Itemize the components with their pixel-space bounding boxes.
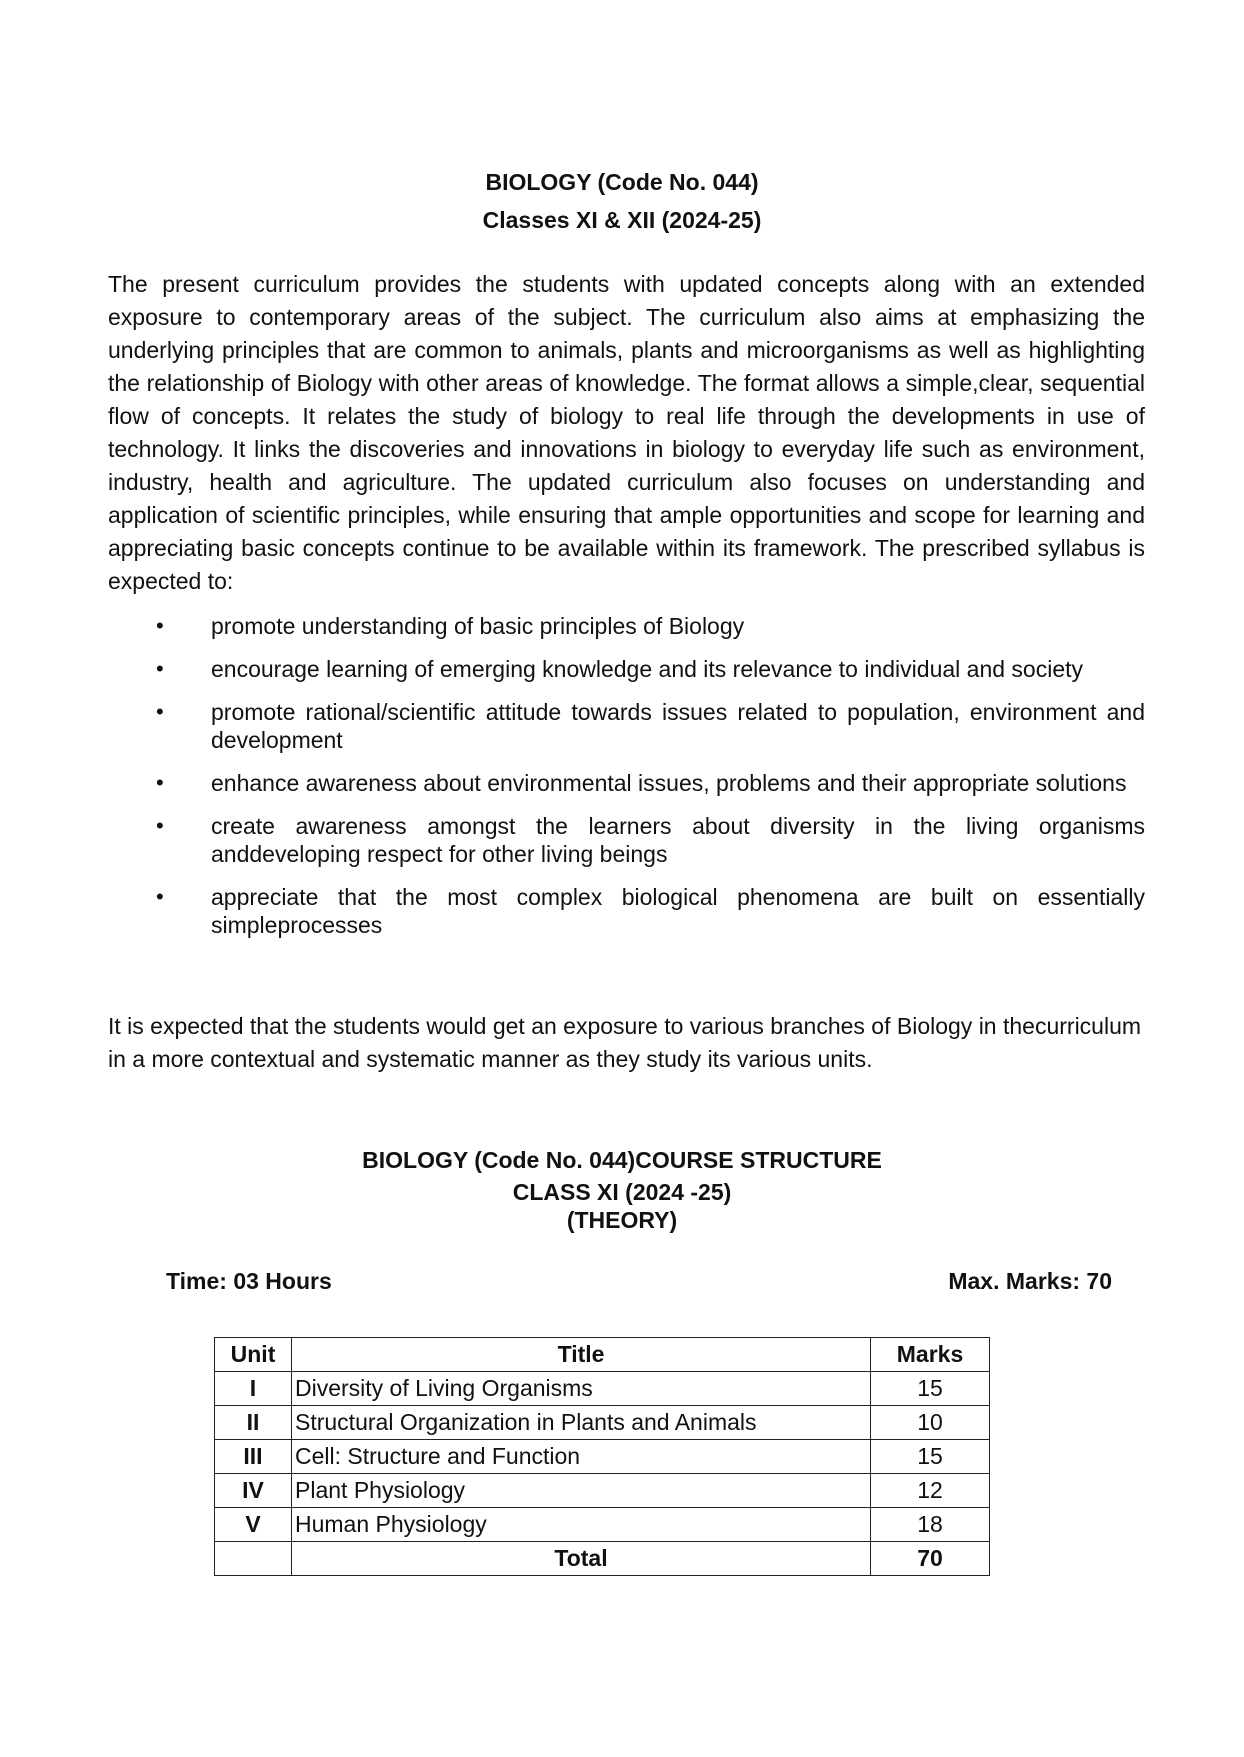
document-title: BIOLOGY (Code No. 044): [485, 169, 759, 195]
total-marks: 70: [871, 1542, 990, 1576]
unit-cell: II: [215, 1406, 292, 1440]
total-empty-cell: [215, 1542, 292, 1576]
units-table: [214, 1337, 990, 1576]
course-structure-title: BIOLOGY (Code No. 044)COURSE STRUCTURE: [362, 1147, 882, 1173]
title-cell: Cell: Structure and Function: [292, 1440, 871, 1474]
course-structure-class: CLASS XI (2024 -25): [512, 1179, 732, 1205]
table-row: [215, 1406, 990, 1440]
table-row: [215, 1372, 990, 1406]
unit-cell: IV: [215, 1474, 292, 1508]
list-item: • enhance awareness about environmental issues, problems and their appropriate solutions: [108, 769, 1145, 797]
list-item: • create awareness amongst the learners about diversity in the living organisms anddeveloping respect for other living beings: [108, 812, 1145, 868]
document-subtitle: Classes XI & XII (2024-25): [482, 207, 762, 233]
exam-time: Time: 03 Hours: [166, 1268, 332, 1294]
marks-cell: 12: [871, 1474, 990, 1508]
unit-cell: V: [215, 1508, 292, 1542]
header-marks: Marks: [871, 1338, 990, 1372]
title-cell: Human Physiology: [292, 1508, 871, 1542]
list-item: • encourage learning of emerging knowledge and its relevance to individual and society: [108, 655, 1145, 683]
marks-cell: 15: [871, 1440, 990, 1474]
max-marks: Max. Marks: 70: [948, 1268, 1112, 1294]
total-label: Total: [292, 1542, 871, 1576]
title-cell: Diversity of Living Organisms: [292, 1372, 871, 1406]
list-item: • promote rational/scientific attitude towards issues related to population, environment and development: [108, 698, 1145, 754]
header-unit: Unit: [215, 1338, 292, 1372]
intro-paragraph: The present curriculum provides the students with updated concepts along with an extended exposure to contemporary areas of the subject. The curriculum also aims at emphasizing the underlying principles that are common to animals, plants and microorganisms as well as highlighting the relationship of Biology with other areas of knowledge. The format allows a simple,clear, sequential flow of concepts. It relates the study of biology to real life through the developments in use of technology. It links the discoveries and innovations in biology to everyday life such as environment, industry, health and agriculture. The updated curriculum also focuses on understanding and application of scientific principles, while ensuring that ample opportunities and scope for learning and appreciating basic concepts continue to be available within its framework. The prescribed syllabus is expected to:: [108, 271, 1145, 594]
outro-paragraph: It is expected that the students would get an exposure to various branches of Biology in thecurriculum in a more contextual and systematic manner as they study its various units.: [108, 1013, 1142, 1072]
table-row: [215, 1508, 990, 1542]
header-title: Title: [292, 1338, 871, 1372]
unit-cell: III: [215, 1440, 292, 1474]
list-item: • promote understanding of basic principles of Biology: [108, 612, 1145, 640]
title-cell: Plant Physiology: [292, 1474, 871, 1508]
title-cell: Structural Organization in Plants and Animals: [292, 1406, 871, 1440]
marks-cell: 10: [871, 1406, 990, 1440]
table-row: [215, 1474, 990, 1508]
table-total-row: [215, 1542, 990, 1576]
table-header-row: [215, 1338, 990, 1372]
marks-cell: 15: [871, 1372, 990, 1406]
course-structure-type: (THEORY): [566, 1207, 678, 1233]
objectives-list: [108, 612, 1145, 939]
unit-cell: I: [215, 1372, 292, 1406]
list-item: • appreciate that the most complex biological phenomena are built on essentially simpleprocesses: [108, 883, 1145, 939]
marks-cell: 18: [871, 1508, 990, 1542]
table-row: [215, 1440, 990, 1474]
